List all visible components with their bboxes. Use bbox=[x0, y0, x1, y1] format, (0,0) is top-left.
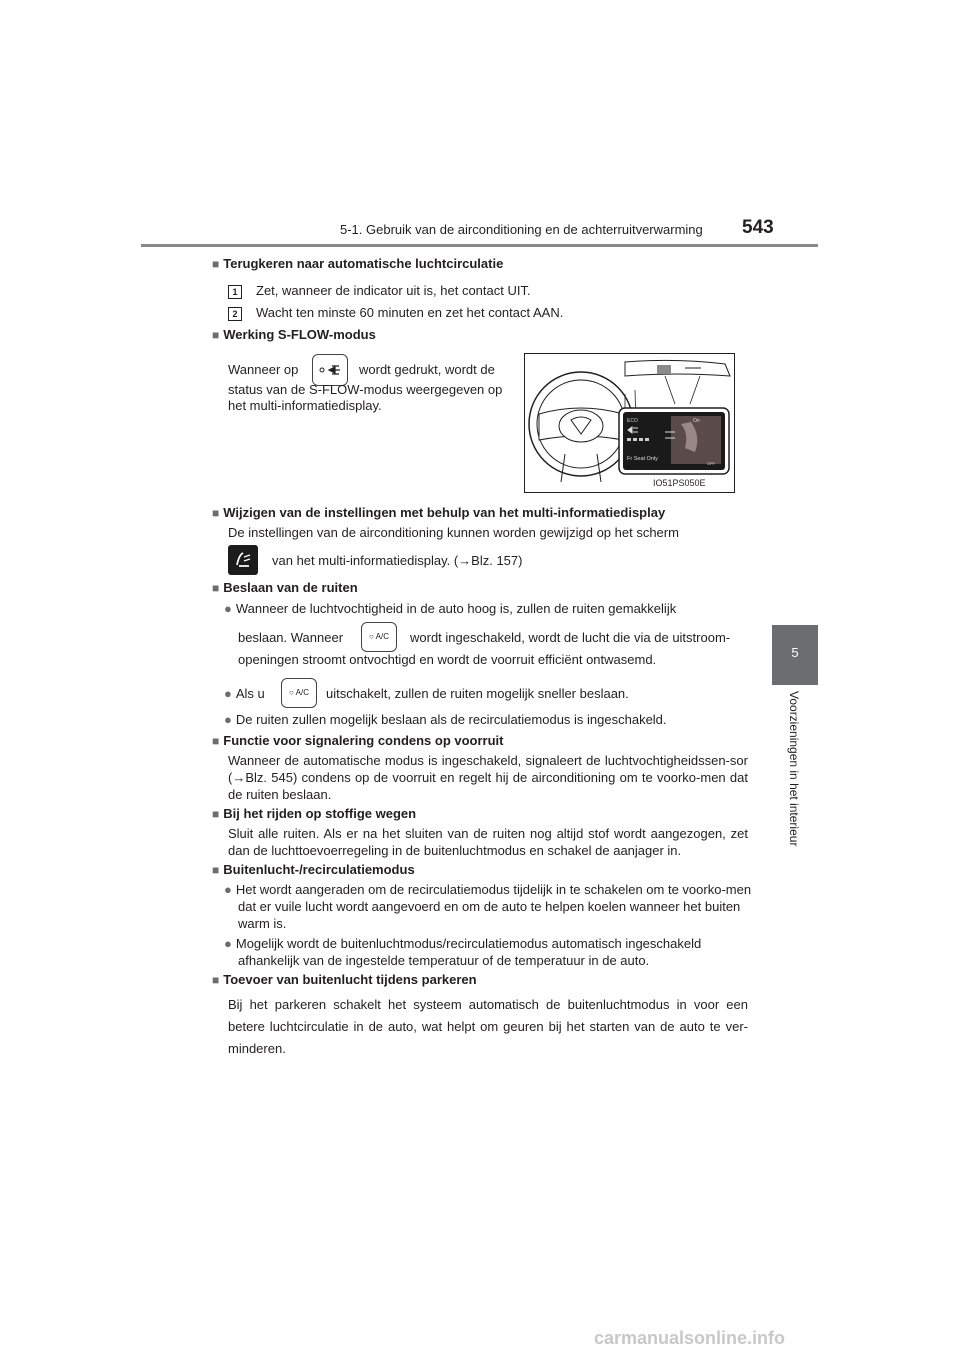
step-item: 1 Zet, wanneer de indicator uit is, het contact UIT. bbox=[228, 282, 748, 299]
bullet-item: ● Wanneer de luchtvochtigheid in de auto hoog is, zullen de ruiten gemakkelijk bbox=[224, 601, 677, 616]
paragraph-line: Wanneer op bbox=[228, 362, 299, 377]
display-eco-label: ECO bbox=[627, 418, 638, 424]
ac-button-icon: ○ A/C bbox=[281, 678, 317, 708]
header-divider bbox=[141, 244, 818, 247]
page-number: 543 bbox=[742, 217, 774, 238]
square-bullet-icon: ■ bbox=[212, 581, 220, 595]
square-bullet-icon: ■ bbox=[212, 328, 220, 342]
display-seat-label: Fr Seat Only bbox=[627, 456, 658, 462]
paragraph: Bij het parkeren schakelt het systeem automatisch de buitenluchtmodus in voor een betere luchtcirculatie in de auto, wat helpt om geuren bij het starten van de auto te ver-minderen. bbox=[228, 997, 748, 1056]
section-heading: ■ Functie voor signalering condens op voorruit bbox=[212, 733, 504, 748]
square-bullet-icon: ■ bbox=[212, 973, 220, 987]
ac-button-icon: ○ A/C bbox=[361, 622, 397, 652]
paragraph-line: openingen stroomt ontvochtigd en wordt de voorruit efficiënt ontwasemd. bbox=[238, 652, 657, 667]
square-bullet-icon: ■ bbox=[212, 807, 220, 821]
chapter-title: Voorzieningen in het interieur bbox=[787, 691, 801, 847]
paragraph-line: beslaan. Wanneer bbox=[238, 630, 344, 645]
paragraph-line: uitschakelt, zullen de ruiten mogelijk sneller beslaan. bbox=[326, 686, 629, 701]
bullet-item: ● De ruiten zullen mogelijk beslaan als de recirculatiemodus is ingeschakeld. bbox=[224, 712, 667, 727]
paragraph: Wanneer de automatische modus is ingeschakeld, signaleert de luchtvochtigheidssen-sor (→Blz. 545) condens op de voorruit en regelt hij de airconditioning om te voorko-men dat de ruiten beslaan. bbox=[228, 753, 748, 802]
chapter-tab-label bbox=[772, 685, 818, 885]
display-off-label: OFF bbox=[707, 461, 715, 466]
bullet-item: ● Mogelijk wordt de buitenluchtmodus/recirculatiemodus automatisch ingeschakeld afhankelijk van de ingestelde temperatuur of de temperatuur in de auto. bbox=[224, 936, 702, 968]
paragraph-line: van het multi-informatiedisplay. (→Blz. 157) bbox=[272, 553, 523, 568]
bullet-item: ● Als u bbox=[224, 686, 265, 701]
dashboard-illustration bbox=[524, 353, 735, 493]
circle-bullet-icon: ● bbox=[224, 712, 232, 727]
watermark: carmanualsonline.info bbox=[594, 1328, 786, 1348]
paragraph: Sluit alle ruiten. Als er na het sluiten van de ruiten nog altijd stof wordt aangezogen, zet dan de luchttoevoerregeling in de buitenluchtmodus en schakel de aanjager in. bbox=[228, 826, 748, 858]
chapter-tab-number: 5 bbox=[772, 625, 818, 685]
circle-bullet-icon: ● bbox=[224, 601, 232, 616]
paragraph-line: wordt gedrukt, wordt de bbox=[359, 362, 495, 377]
section-heading: ■ Werking S-FLOW-modus bbox=[212, 327, 376, 342]
square-bullet-icon: ■ bbox=[212, 257, 220, 271]
square-bullet-icon: ■ bbox=[212, 506, 220, 520]
step-item: 2 Wacht ten minste 60 minuten en zet het contact AAN. bbox=[228, 304, 748, 321]
figure-code: IO51PS050E bbox=[653, 478, 706, 488]
section-heading: ■ Beslaan van de ruiten bbox=[212, 580, 358, 595]
section-heading: ■ Terugkeren naar automatische luchtcirculatie bbox=[212, 256, 504, 271]
paragraph: status van de S-FLOW-modus weergegeven op het multi-informatiedisplay. bbox=[228, 382, 503, 413]
section-heading: ■ Toevoer van buitenlucht tijdens parkeren bbox=[212, 972, 477, 987]
step-number-box: 1 bbox=[228, 285, 242, 299]
section-heading: ■ Buitenlucht-/recirculatiemodus bbox=[212, 862, 415, 877]
step-number-box: 2 bbox=[228, 307, 242, 321]
paragraph-line: De instellingen van de airconditioning kunnen worden gewijzigd op het scherm bbox=[228, 525, 679, 540]
seat-fan-icon bbox=[228, 545, 258, 575]
section-header: 5-1. Gebruik van de airconditioning en de achterruitverwarming bbox=[340, 222, 703, 237]
section-heading: ■ Wijzigen van de instellingen met behulp van het multi-informatiedisplay bbox=[212, 505, 666, 520]
circle-bullet-icon: ● bbox=[224, 882, 232, 897]
circle-bullet-icon: ● bbox=[224, 936, 232, 951]
section-heading: ■ Bij het rijden op stoffige wegen bbox=[212, 806, 417, 821]
paragraph-line: wordt ingeschakeld, wordt de lucht die via de uitstroom- bbox=[410, 630, 731, 645]
square-bullet-icon: ■ bbox=[212, 863, 220, 877]
display-on-label: On bbox=[693, 418, 700, 424]
square-bullet-icon: ■ bbox=[212, 734, 220, 748]
bullet-item: ● Het wordt aangeraden om de recirculatiemodus tijdelijk in te schakelen om te voorko-men dat er vuile lucht wordt aangevoerd en om de auto te helpen koelen wanneer het buiten warm is. bbox=[224, 882, 752, 931]
circle-bullet-icon: ● bbox=[224, 686, 232, 701]
